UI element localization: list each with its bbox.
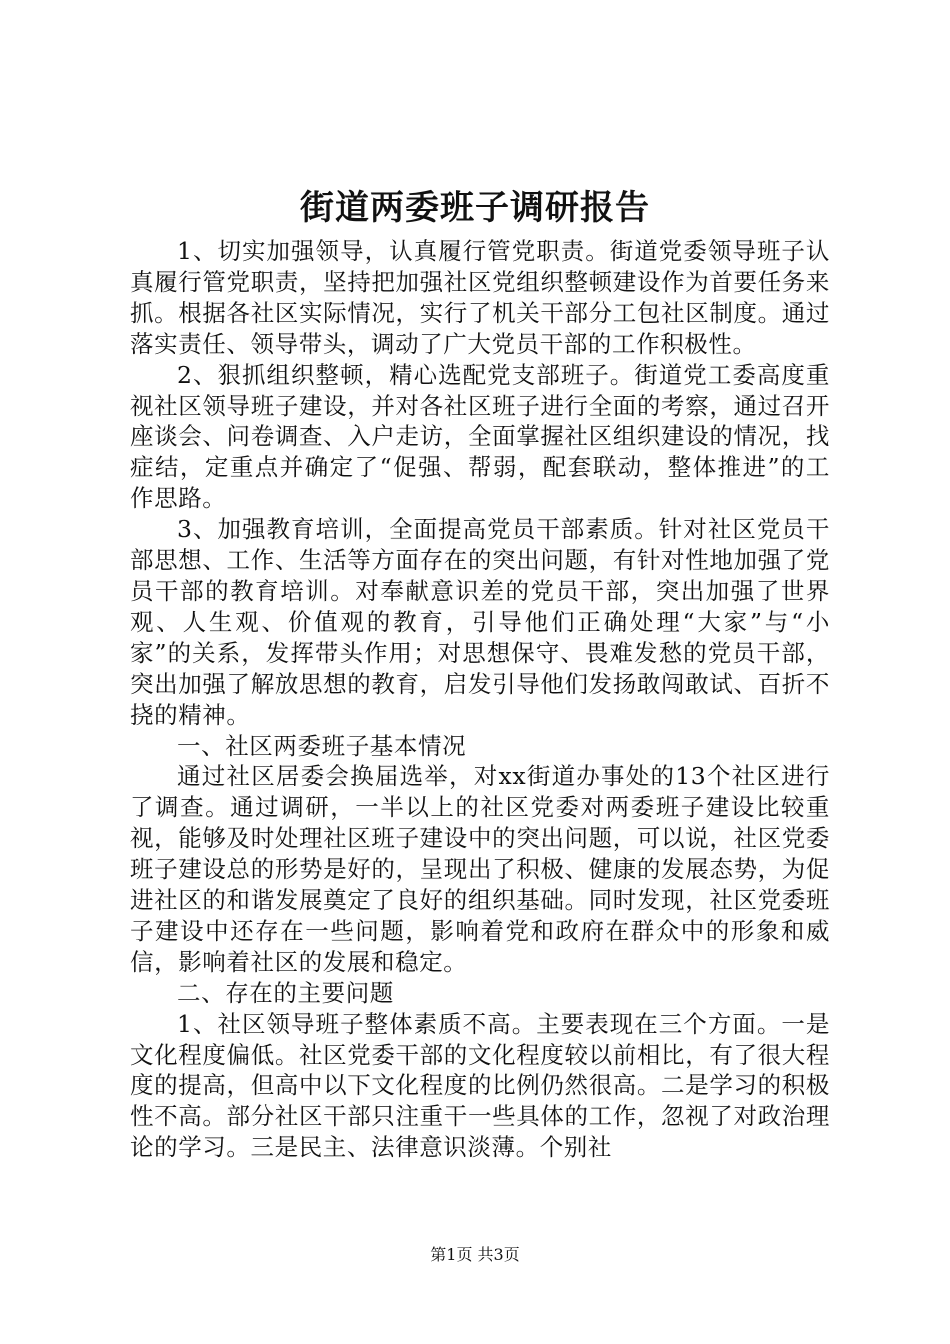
document-title: 街道两委班子调研报告: [300, 188, 650, 228]
paragraph-2: 2、狠抓组织整顿，精心选配党支部班子。街道党工委高度重视社区领导班子建设，并对各社区班子进行全面的考察，通过召开座谈会、问卷调查、入户走访，全面掌握社区组织建设的情况，找症结，定重点并确定了“促强、帮弱，配套联动，整体推进”的工作思路。: [130, 360, 830, 513]
paragraph-3: 3、加强教育培训，全面提高党员干部素质。针对社区党员干部思想、工作、生活等方面存在的突出问题，有针对性地加强了党员干部的教育培训。对奉献意识差的党员干部，突出加强了世界观、人生观、价值观的教育，引导他们正确处理“大家”与“小家”的关系，发挥带头作用；对思想保守、畏难发愁的党员干部，突出加强了解放思想的教育，启发引导他们发扬敢闯敢试、百折不挠的精神。: [130, 515, 830, 729]
document-body: [130, 236, 830, 1163]
paragraph-1: 1、切实加强领导，认真履行管党职责。街道党委领导班子认真履行管党职责，坚持把加强社区党组织整顿建设作为首要任务来抓。根据各社区实际情况，实行了机关干部分工包社区制度。通过落实责任、领导带头，调动了广大党员干部的工作积极性。: [130, 237, 830, 358]
section-heading-2: 二、存在的主要问题: [177, 978, 394, 1007]
paragraph-5: 1、社区领导班子整体素质不高。主要表现在三个方面。一是文化程度偏低。社区党委干部的文化程度较以前相比，有了很大程度的提高，但高中以下文化程度的比例仍然很高。二是学习的积极性不高。部分社区干部只注重干一些具体的工作，忽视了对政治理论的学习。三是民主、法律意识淡薄。个别社: [130, 1009, 830, 1162]
page-footer: 第1页 共3页: [430, 1245, 520, 1264]
paragraph-4: 通过社区居委会换届选举，对xx街道办事处的13个社区进行了调查。通过调研，一半以上的社区党委对两委班子建设比较重视，能够及时处理社区班子建设中的突出问题，可以说，社区党委班子建设总的形势是好的，呈现出了积极、健康的发展态势，为促进社区的和谐发展奠定了良好的组织基础。同时发现，社区党委班子建设中还存在一些问题，影响着党和政府在群众中的形象和威信，影响着社区的发展和稳定。: [130, 762, 830, 976]
section-heading-1: 一、社区两委班子基本情况: [177, 731, 467, 760]
